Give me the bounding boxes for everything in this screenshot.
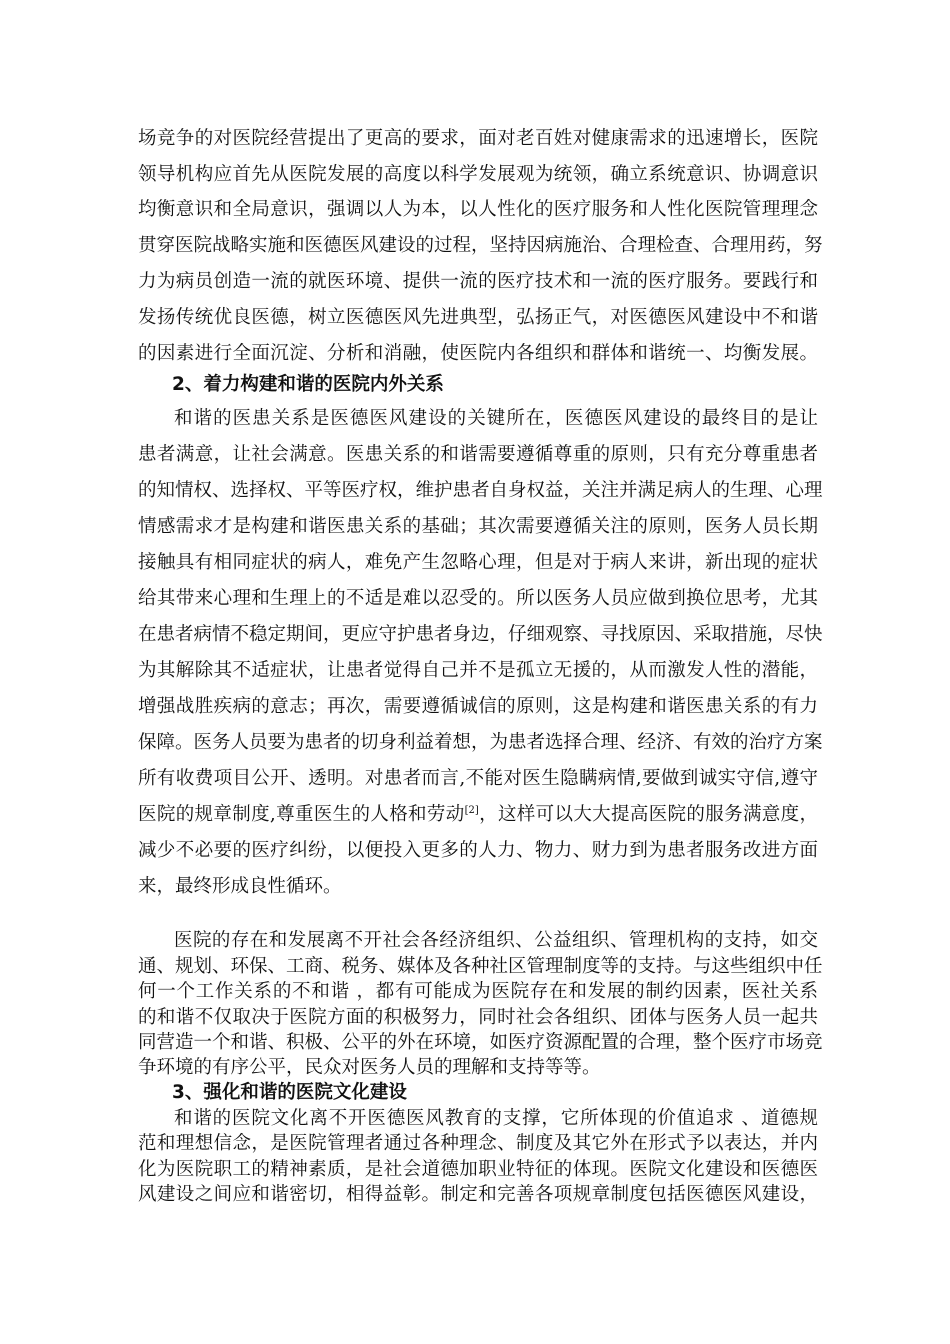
paragraph-2-line-5: 接触具有相同症状的病人，难免产生忽略心理，但是对于病人来讲，新出现的症状 [138,552,818,573]
paragraph-2-line-10: 保障。医务人员要为患者的切身利益着想，为患者选择合理、经济、有效的治疗方案 [138,732,823,753]
section-heading-2: 2、着力构建和谐的医院内外关系 [172,374,444,395]
paragraph-3-line-3: 何一个工作关系的不和谐 ，都有可能成为医院存在和发展的制约因素，医社关系 [138,981,818,1002]
paragraph-3-line-5: 同营造一个和谐、积极、公平的外在环境，如医疗资源配置的合理，整个医疗市场竞 [138,1032,823,1053]
paragraph-2-line-1: 和谐的医患关系是医德医风建设的关键所在，医德医风建设的最终目的是让 [174,408,818,429]
paragraph-3-line-4: 的和谐不仅取决于医院方面的积极努力，同时社会各组织、团体与医务人员一起共 [138,1007,818,1028]
paragraph-4-line-3: 化为医院职工的精神素质，是社会道德加职业特征的体现。医院文化建设和医德医 [138,1159,818,1180]
paragraph-3-line-6: 争环境的有序公平，民众对医务人员的理解和支持等等。 [138,1057,601,1078]
section-heading-3: 3、强化和谐的医院文化建设 [172,1082,407,1103]
paragraph-4-line-2: 范和理想信念，是医院管理者通过各种理念、制度及其它外在形式予以表达，并内 [138,1133,818,1154]
paragraph-2-line-13: 减少不必要的医疗纠纷，以便投入更多的人力、物力、财力到为患者服务改进方面 [138,840,818,861]
paragraph-2-line-3: 的知情权、选择权、平等医疗权，维护患者自身权益，关注并满足病人的生理、心理 [138,480,823,501]
paragraph-1-line-6: 发扬传统优良医德，树立医德医风先进典型，弘扬正气，对医德医风建设中不和谐 [138,307,818,328]
paragraph-2-line-7: 在患者病情不稳定期间，更应守护患者身边，仔细观察、寻找原因、采取措施，尽快 [138,624,823,645]
paragraph-2-line-12-text-end: ，这样可以大大提高医院的服务满意度， [478,804,818,825]
paragraph-2-line-4: 情感需求才是构建和谐医患关系的基础；其次需要遵循关注的原则，医务人员长期 [138,516,818,537]
paragraph-1-line-2: 领导机构应首先从医院发展的高度以科学发展观为统领，确立系统意识、协调意识 [138,164,818,185]
paragraph-1-line-7: 的因素进行全面沉淀、分析和消融，使医院内各组织和群体和谐统一、均衡发展。 [138,343,818,364]
citation-marker: [2] [464,804,479,816]
paragraph-1-line-3: 均衡意识和全局意识，强调以人为本，以人性化的医疗服务和人性化医院管理理念 [138,199,818,220]
paragraph-3-line-2: 通、规划、环保、工商、税务、媒体及各种社区管理制度等的支持。与这些组织中任 [138,956,823,977]
paragraph-3-line-1: 医院的存在和发展离不开社会各经济组织、公益组织、管理机构的支持，如交 [174,930,818,951]
paragraph-1-line-4: 贯穿医院战略实施和医德医风建设的过程，坚持因病施治、合理检查、合理用药，努 [138,235,823,256]
paragraph-2-line-6: 给其带来心理和生理上的不适是难以忍受的。所以医务人员应做到换位思考，尤其 [138,588,818,609]
paragraph-2-line-12 [138,803,818,827]
paragraph-4-line-4: 风建设之间应和谐密切，相得益彰。制定和完善各项规章制度包括医德医风建设， [138,1184,818,1205]
paragraph-4-line-1: 和谐的医院文化离不开医德医风教育的支撑，它所体现的价值追求 、道德规 [174,1108,818,1129]
paragraph-2-line-2: 患者满意，让社会满意。医患关系的和谐需要遵循尊重的原则，只有充分尊重患者 [138,444,818,465]
paragraph-2-line-9: 增强战胜疾病的意志；再次，需要遵循诚信的原则，这是构建和谐医患关系的有力 [138,696,818,717]
paragraph-2-line-11: 所有收费项目公开、透明。对患者而言,不能对医生隐瞒病情,要做到诚实守信,遵守 [138,768,818,789]
paragraph-2-line-12-text: 医院的规章制度,尊重医生的人格和劳动 [138,804,465,825]
paragraph-2-line-14: 来，最终形成良性循环。 [138,876,342,897]
paragraph-1-line-1: 场竞争的对医院经营提出了更高的要求，面对老百姓对健康需求的迅速增长，医院 [138,128,818,149]
paragraph-2-line-8: 为其解除其不适症状，让患者觉得自己并不是孤立无援的，从而激发人性的潜能， [138,660,818,681]
paragraph-1-line-5: 力为病员创造一流的就医环境、提供一流的医疗技术和一流的医疗服务。要践行和 [138,271,818,292]
